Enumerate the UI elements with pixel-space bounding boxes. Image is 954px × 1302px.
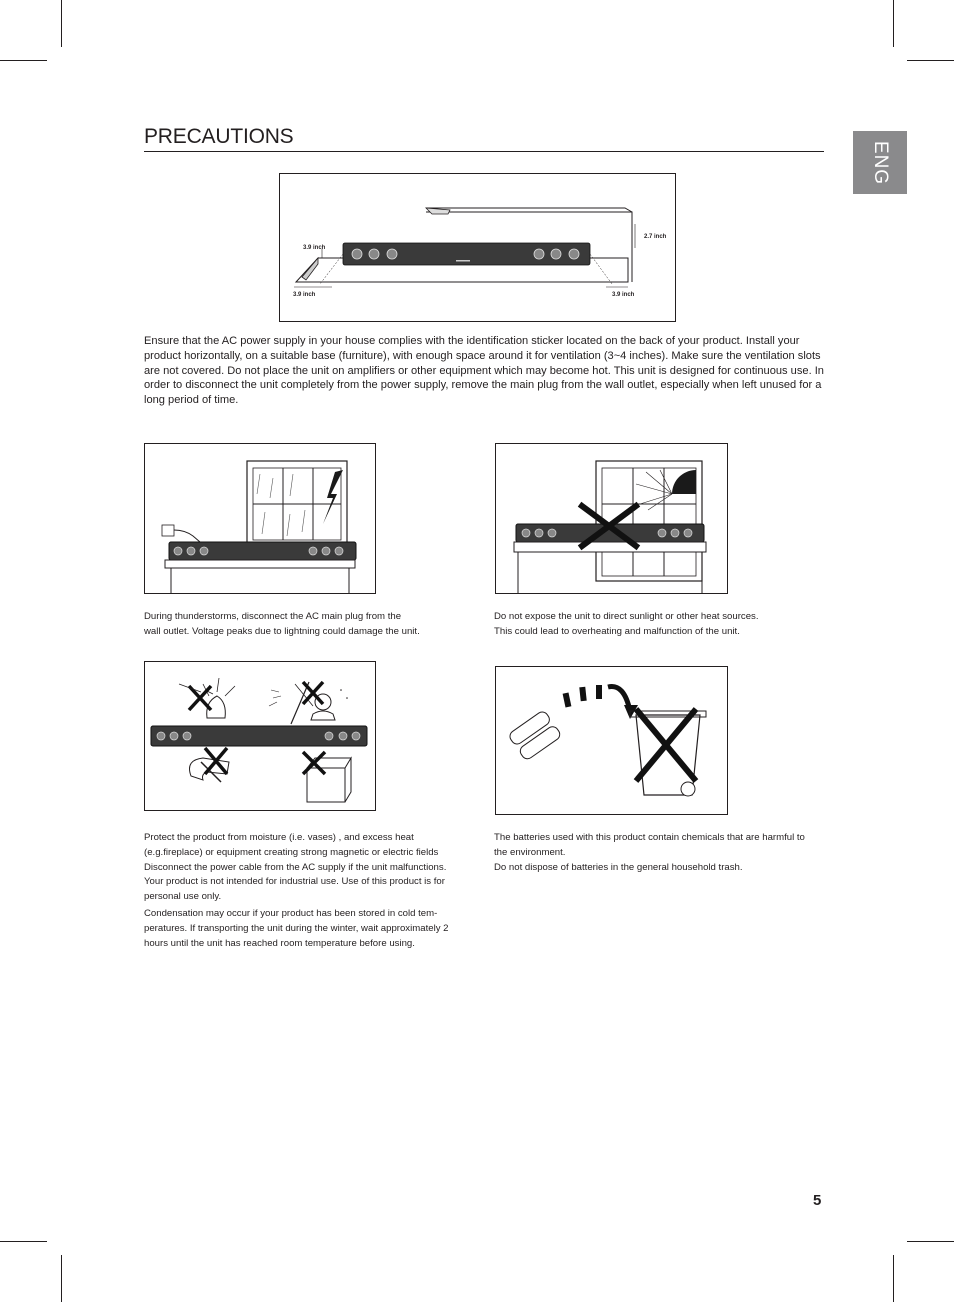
page-number: 5 <box>813 1192 822 1209</box>
dimension-label: 2.7 inch <box>644 234 667 240</box>
caption-line: Protect the product from moisture (i.e. vases) , and excess heat <box>144 832 414 843</box>
batteries-illustration <box>496 667 727 814</box>
moisture-illustration <box>145 662 375 810</box>
caption-line: personal use only. <box>144 891 222 903</box>
crop-mark <box>0 60 47 61</box>
sunlight-caption <box>494 610 759 640</box>
thunderstorm-illustration <box>145 444 375 593</box>
intro-paragraph: Ensure that the AC power supply in your house complies with the identification sticker located on the back of your product. Install your product horizontally, on a suitable base (furniture), with enough space around it for ventilation (3~4 inches). Make sure the ventilation slots are not covered. Do not place the unit on amplifiers or other equipment which may become hot. This unit is designed for continuous use. In order to disconnect the unit completely from the power supply, remove the main plug from the wall outlet, especially when left unused for a long period of time. <box>144 335 824 407</box>
caption-line: hours until the unit has reached room temperature before using. <box>144 937 415 949</box>
caption-line: (e.g.fireplace) or equipment creating strong magnetic or electric fields <box>144 846 439 858</box>
crop-mark <box>61 1255 62 1302</box>
dimension-label: 3.9 inch <box>303 245 326 251</box>
caption-line: the environment. <box>494 846 566 858</box>
crop-mark <box>61 0 62 47</box>
crop-mark <box>893 0 894 47</box>
condensation-caption <box>144 907 449 951</box>
thunderstorm-caption <box>144 610 420 640</box>
caption-line: Condensation may occur if your product has been stored in cold tem- <box>144 908 438 919</box>
caption-line: wall outlet. Voltage peaks due to lightning could damage the unit. <box>144 625 420 637</box>
dimension-label: 3.9 inch <box>612 292 635 298</box>
moisture-caption <box>144 831 446 905</box>
sunlight-illustration <box>496 444 727 593</box>
ventilation-figure <box>279 173 676 322</box>
caption-line: Do not dispose of batteries in the general household trash. <box>494 861 743 873</box>
language-tab-label: ENG <box>870 140 891 185</box>
moisture-figure <box>144 661 376 811</box>
page-title: PRECAUTIONS <box>144 125 294 148</box>
batteries-caption <box>494 831 805 875</box>
thunderstorm-figure <box>144 443 376 594</box>
dimension-label: 3.9 inch <box>293 292 316 298</box>
caption-line: This could lead to overheating and malfunction of the unit. <box>494 625 740 637</box>
batteries-figure <box>495 666 728 815</box>
ventilation-diagram <box>280 174 675 321</box>
caption-line: Disconnect the power cable from the AC supply if the unit malfunctions. <box>144 861 447 873</box>
caption-line: peratures. If transporting the unit during the winter, wait approximately 2 <box>144 922 449 934</box>
sunlight-figure <box>495 443 728 594</box>
title-rule <box>144 151 824 152</box>
language-tab <box>853 131 907 194</box>
caption-line: Do not expose the unit to direct sunlight or other heat sources. <box>494 611 759 622</box>
caption-line: Your product is not intended for industrial use. Use of this product is for <box>144 876 445 888</box>
caption-line: The batteries used with this product contain chemicals that are harmful to <box>494 832 805 843</box>
caption-line: During thunderstorms, disconnect the AC main plug from the <box>144 611 402 622</box>
crop-mark <box>907 60 954 61</box>
crop-mark <box>907 1241 954 1242</box>
crop-mark <box>893 1255 894 1302</box>
crop-mark <box>0 1241 47 1242</box>
